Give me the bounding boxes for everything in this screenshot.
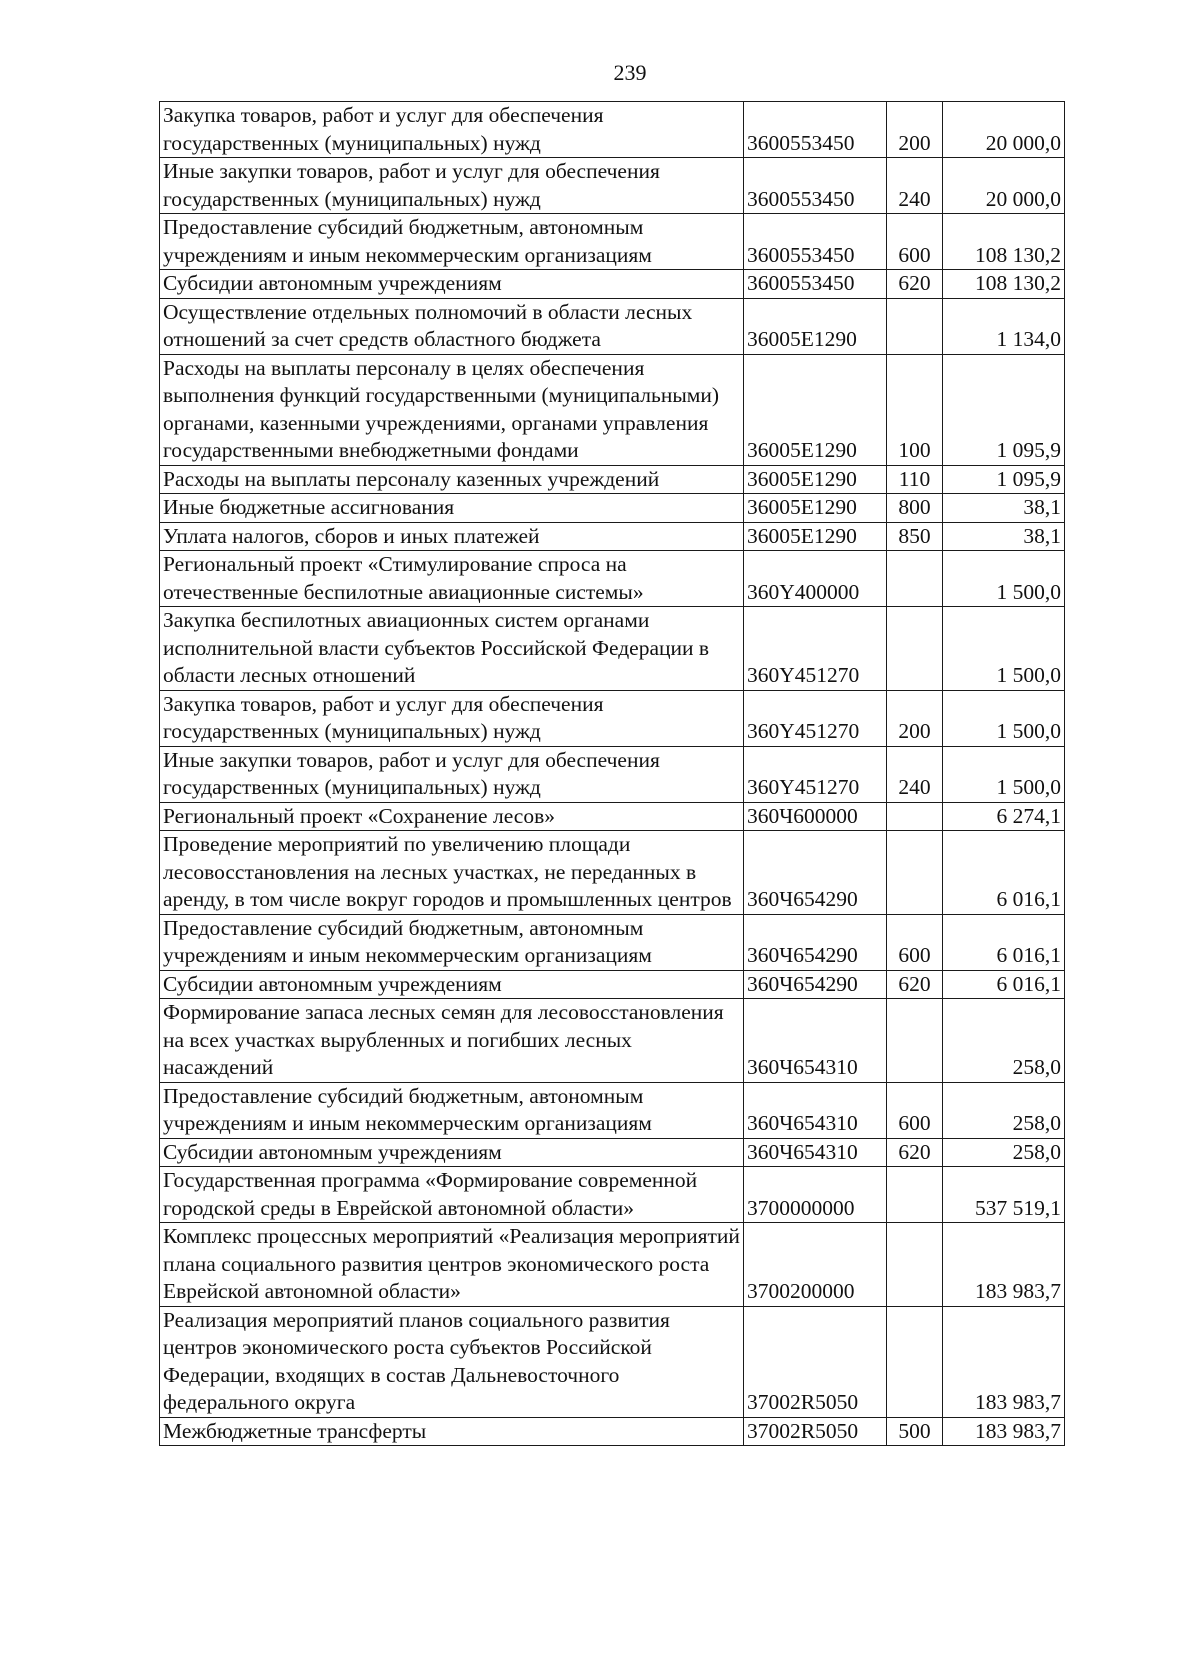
row-amount-cell: 537 519,1 [943, 1167, 1065, 1223]
row-code-cell: 360Y451270 [744, 690, 887, 746]
row-amount-cell: 183 983,7 [943, 1417, 1065, 1446]
row-expense-type-cell [887, 1306, 943, 1417]
row-amount-cell: 6 016,1 [943, 914, 1065, 970]
row-code-cell: 360Y400000 [744, 551, 887, 607]
row-amount-cell: 1 095,9 [943, 354, 1065, 465]
row-name-cell: Расходы на выплаты персоналу казенных учреждений [160, 465, 744, 494]
row-amount-cell: 1 095,9 [943, 465, 1065, 494]
row-code-cell: 360Ч654290 [744, 914, 887, 970]
row-expense-type-cell: 200 [887, 690, 943, 746]
row-expense-type-cell: 620 [887, 270, 943, 299]
table-row [160, 1306, 1065, 1417]
row-expense-type-cell: 600 [887, 914, 943, 970]
row-name-cell: Государственная программа «Формирование современной городской среды в Еврейской автономной области» [160, 1167, 744, 1223]
row-amount-cell: 1 500,0 [943, 607, 1065, 691]
row-amount-cell: 183 983,7 [943, 1223, 1065, 1307]
table-row [160, 1223, 1065, 1307]
row-code-cell: 36005Е1290 [744, 354, 887, 465]
row-code-cell: 360Ч654290 [744, 831, 887, 915]
table-row [160, 607, 1065, 691]
row-name-cell: Осуществление отдельных полномочий в области лесных отношений за счет средств областного бюджета [160, 298, 744, 354]
table-row [160, 1138, 1065, 1167]
row-expense-type-cell: 600 [887, 1082, 943, 1138]
row-amount-cell: 258,0 [943, 1138, 1065, 1167]
table-row [160, 746, 1065, 802]
row-amount-cell: 6 016,1 [943, 970, 1065, 999]
row-amount-cell: 1 500,0 [943, 551, 1065, 607]
row-expense-type-cell: 500 [887, 1417, 943, 1446]
row-name-cell: Иные закупки товаров, работ и услуг для обеспечения государственных (муниципальных) нужд [160, 158, 744, 214]
row-name-cell: Региональный проект «Сохранение лесов» [160, 802, 744, 831]
row-amount-cell: 258,0 [943, 999, 1065, 1083]
table-row [160, 522, 1065, 551]
row-code-cell: 3600553450 [744, 270, 887, 299]
table-row [160, 102, 1065, 158]
table-row [160, 970, 1065, 999]
row-amount-cell: 6 016,1 [943, 831, 1065, 915]
row-code-cell: 360Y451270 [744, 746, 887, 802]
row-expense-type-cell: 600 [887, 214, 943, 270]
page-number: 239 [613, 60, 647, 85]
row-name-cell: Проведение мероприятий по увеличению площади лесовосстановления на лесных участках, не переданных в аренду, в том числе вокруг городов и промышленных центров [160, 831, 744, 915]
row-expense-type-cell: 620 [887, 970, 943, 999]
row-code-cell: 360Ч654290 [744, 970, 887, 999]
row-amount-cell: 20 000,0 [943, 102, 1065, 158]
row-amount-cell: 20 000,0 [943, 158, 1065, 214]
row-code-cell: 37002R5050 [744, 1306, 887, 1417]
row-name-cell: Закупка беспилотных авиационных систем органами исполнительной власти субъектов Российской Федерации в области лесных отношений [160, 607, 744, 691]
row-code-cell: 360Ч600000 [744, 802, 887, 831]
row-expense-type-cell [887, 1223, 943, 1307]
row-expense-type-cell [887, 802, 943, 831]
row-expense-type-cell: 100 [887, 354, 943, 465]
table-row [160, 914, 1065, 970]
row-code-cell: 360Ч654310 [744, 1082, 887, 1138]
table-row [160, 1417, 1065, 1446]
row-expense-type-cell: 620 [887, 1138, 943, 1167]
row-amount-cell: 1 134,0 [943, 298, 1065, 354]
row-expense-type-cell: 240 [887, 746, 943, 802]
row-expense-type-cell [887, 298, 943, 354]
table-row [160, 1082, 1065, 1138]
row-expense-type-cell: 240 [887, 158, 943, 214]
row-name-cell: Иные бюджетные ассигнования [160, 494, 744, 523]
table-row [160, 158, 1065, 214]
table-row [160, 465, 1065, 494]
row-expense-type-cell: 110 [887, 465, 943, 494]
table-row [160, 354, 1065, 465]
row-name-cell: Расходы на выплаты персоналу в целях обеспечения выполнения функций государственными (муниципальными) органами, казенными учреждениями, органами управления государственными внебюджетными фондами [160, 354, 744, 465]
row-code-cell: 36005Е1290 [744, 298, 887, 354]
row-expense-type-cell: 200 [887, 102, 943, 158]
table-row [160, 802, 1065, 831]
row-expense-type-cell [887, 999, 943, 1083]
row-expense-type-cell [887, 607, 943, 691]
table-row [160, 1167, 1065, 1223]
table-row [160, 551, 1065, 607]
table-row [160, 270, 1065, 299]
row-amount-cell: 183 983,7 [943, 1306, 1065, 1417]
table-row [160, 298, 1065, 354]
row-code-cell: 360Ч654310 [744, 999, 887, 1083]
row-amount-cell: 6 274,1 [943, 802, 1065, 831]
row-code-cell: 3600553450 [744, 158, 887, 214]
row-name-cell: Предоставление субсидий бюджетным, автономным учреждениям и иным некоммерческим организациям [160, 1082, 744, 1138]
row-code-cell: 3700200000 [744, 1223, 887, 1307]
row-name-cell: Комплекс процессных мероприятий «Реализация мероприятий плана социального развития центров экономического роста Еврейской автономной области» [160, 1223, 744, 1307]
row-name-cell: Региональный проект «Стимулирование спроса на отечественные беспилотные авиационные системы» [160, 551, 744, 607]
row-code-cell: 3600553450 [744, 102, 887, 158]
row-name-cell: Субсидии автономным учреждениям [160, 270, 744, 299]
row-amount-cell: 1 500,0 [943, 746, 1065, 802]
row-code-cell: 37002R5050 [744, 1417, 887, 1446]
row-expense-type-cell [887, 831, 943, 915]
row-name-cell: Иные закупки товаров, работ и услуг для обеспечения государственных (муниципальных) нужд [160, 746, 744, 802]
table-row [160, 494, 1065, 523]
row-name-cell: Формирование запаса лесных семян для лесовосстановления на всех участках вырубленных и погибших лесных насаждений [160, 999, 744, 1083]
table-row [160, 831, 1065, 915]
row-amount-cell: 38,1 [943, 494, 1065, 523]
row-code-cell: 3600553450 [744, 214, 887, 270]
row-code-cell: 360Y451270 [744, 607, 887, 691]
row-name-cell: Закупка товаров, работ и услуг для обеспечения государственных (муниципальных) нужд [160, 690, 744, 746]
row-expense-type-cell: 800 [887, 494, 943, 523]
row-code-cell: 36005Е1290 [744, 465, 887, 494]
table-row [160, 690, 1065, 746]
row-amount-cell: 108 130,2 [943, 214, 1065, 270]
row-code-cell: 36005Е1290 [744, 494, 887, 523]
row-name-cell: Предоставление субсидий бюджетным, автономным учреждениям и иным некоммерческим организациям [160, 914, 744, 970]
row-name-cell: Реализация мероприятий планов социального развития центров экономического роста субъектов Российской Федерации, входящих в состав Дальневосточного федерального округа [160, 1306, 744, 1417]
row-code-cell: 36005Е1290 [744, 522, 887, 551]
row-expense-type-cell: 850 [887, 522, 943, 551]
row-amount-cell: 258,0 [943, 1082, 1065, 1138]
row-amount-cell: 38,1 [943, 522, 1065, 551]
table-row [160, 999, 1065, 1083]
row-code-cell: 360Ч654310 [744, 1138, 887, 1167]
row-amount-cell: 1 500,0 [943, 690, 1065, 746]
row-name-cell: Предоставление субсидий бюджетным, автономным учреждениям и иным некоммерческим организациям [160, 214, 744, 270]
row-name-cell: Закупка товаров, работ и услуг для обеспечения государственных (муниципальных) нужд [160, 102, 744, 158]
row-name-cell: Уплата налогов, сборов и иных платежей [160, 522, 744, 551]
row-expense-type-cell [887, 1167, 943, 1223]
row-code-cell: 3700000000 [744, 1167, 887, 1223]
row-name-cell: Межбюджетные трансферты [160, 1417, 744, 1446]
budget-table-body [160, 102, 1065, 1446]
row-amount-cell: 108 130,2 [943, 270, 1065, 299]
budget-table [159, 101, 1065, 1446]
row-name-cell: Субсидии автономным учреждениям [160, 1138, 744, 1167]
table-row [160, 214, 1065, 270]
row-expense-type-cell [887, 551, 943, 607]
row-name-cell: Субсидии автономным учреждениям [160, 970, 744, 999]
